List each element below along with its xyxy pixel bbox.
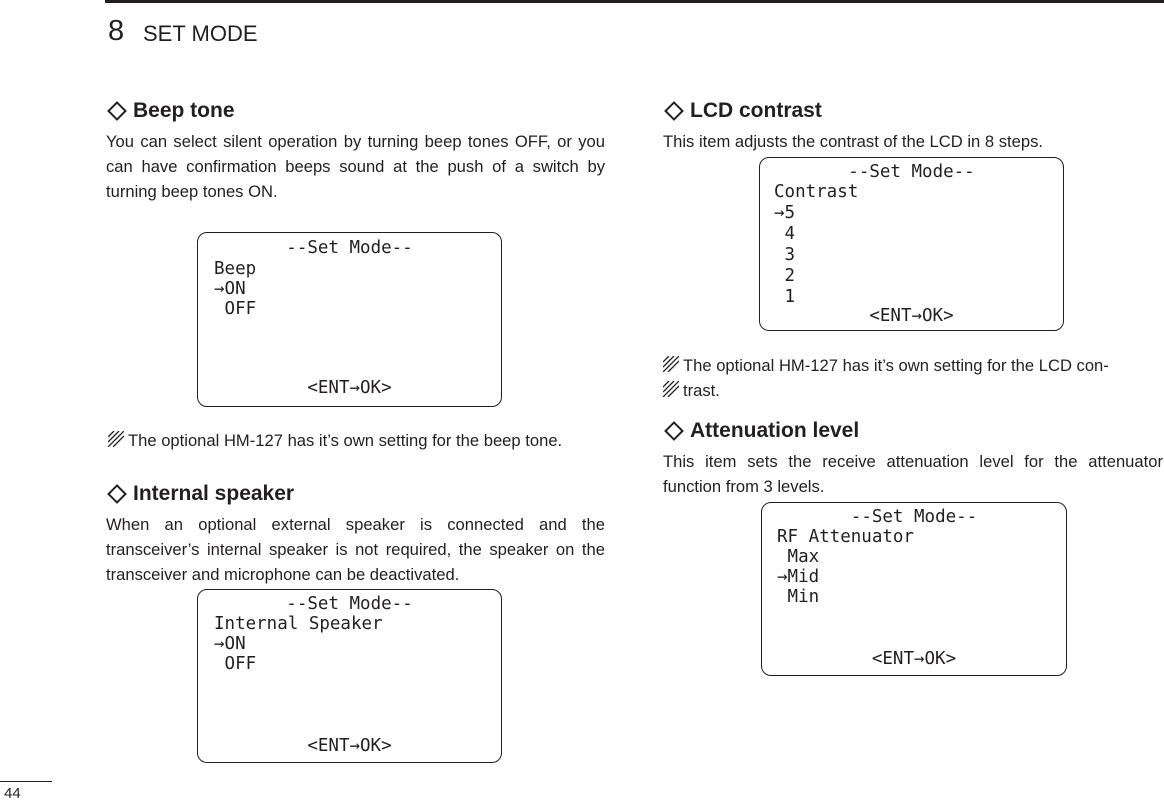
section-heading (663, 98, 1163, 124)
lcd-title: --Set Mode-- (848, 162, 975, 182)
lcd-option: 1 (774, 287, 796, 307)
lcd-footer: <ENT→OK> (307, 378, 392, 398)
lcd-title: --Set Mode-- (286, 238, 413, 258)
note-hatch-icon (663, 356, 679, 372)
diamond-bullet-icon (107, 101, 127, 121)
note-beep (108, 428, 608, 453)
lcd-option-selected: →5 (774, 203, 796, 223)
lcd-option-selected: →ON (214, 634, 246, 654)
note-contrast (663, 353, 1163, 403)
lcd-screen-speaker (197, 589, 502, 763)
lcd-option: 3 (774, 245, 796, 265)
lcd-option: 2 (774, 266, 796, 286)
section-body: You can select silent operation by turning beep tones OFF, or you can have confirmation beeps sound at the push of a switch by turning beep tones ON. (106, 132, 605, 201)
section-body: This item sets the receive attenuation level for the attenuator function from 3 levels. (663, 452, 1163, 496)
lcd-title: --Set Mode-- (286, 594, 413, 614)
chapter-title: SET MODE (143, 21, 258, 46)
lcd-option: Min (777, 587, 820, 607)
lcd-option: Max (777, 547, 820, 567)
lcd-screen-beep (197, 232, 502, 407)
note-text: The optional HM-127 has it’s own setting for the beep tone. (128, 431, 563, 450)
section-body: This item adjusts the contrast of the LCD in 8 steps. (663, 132, 1043, 151)
section-lcd-contrast (663, 98, 1163, 154)
heading-text: LCD contrast (690, 99, 822, 122)
lcd-footer: <ENT→OK> (307, 736, 392, 756)
chapter-number: 8 (108, 15, 125, 47)
note-hatch-icon (108, 431, 124, 447)
lcd-item-label: Beep (214, 259, 257, 279)
section-body: When an optional external speaker is connected and the transceiver’s internal speaker is not required, the speaker on the transceiver and microphone can be deactivated. (106, 515, 605, 584)
lcd-footer: <ENT→OK> (871, 649, 957, 669)
diamond-bullet-icon (664, 101, 684, 121)
lcd-option-selected: →ON (214, 279, 246, 299)
diamond-bullet-icon (107, 484, 127, 504)
section-heading (663, 418, 1163, 444)
lcd-option: 4 (774, 224, 796, 244)
section-attenuation-level (663, 418, 1163, 499)
lcd-footer: <ENT→OK> (869, 306, 954, 326)
lcd-item-label: Contrast (774, 182, 859, 202)
note-text-line: The optional HM-127 has it’s own setting for the LCD con- (683, 356, 1109, 375)
lcd-item-label: RF Attenuator (777, 527, 914, 547)
heading-text: Beep tone (133, 99, 235, 122)
lcd-option: OFF (214, 299, 257, 319)
lcd-option: OFF (214, 654, 257, 674)
diamond-bullet-icon (664, 421, 684, 441)
heading-text: Attenuation level (690, 419, 860, 442)
heading-text: Internal speaker (133, 482, 295, 505)
top-rule (105, 0, 1164, 3)
lcd-item-label: Internal Speaker (214, 614, 383, 634)
lcd-option-selected: →Mid (777, 567, 820, 587)
lcd-screen-attenuation (761, 502, 1067, 676)
note-text-line: trast. (683, 381, 720, 400)
note-hatch-icon (663, 381, 679, 397)
page-number-rule (0, 781, 52, 782)
lcd-title: --Set Mode-- (850, 507, 978, 527)
section-heading (106, 98, 605, 124)
section-heading (106, 481, 605, 507)
section-beep-tone (106, 98, 605, 204)
section-internal-speaker (106, 481, 605, 587)
page-number: 44 (4, 785, 21, 802)
lcd-screen-contrast (759, 157, 1064, 331)
